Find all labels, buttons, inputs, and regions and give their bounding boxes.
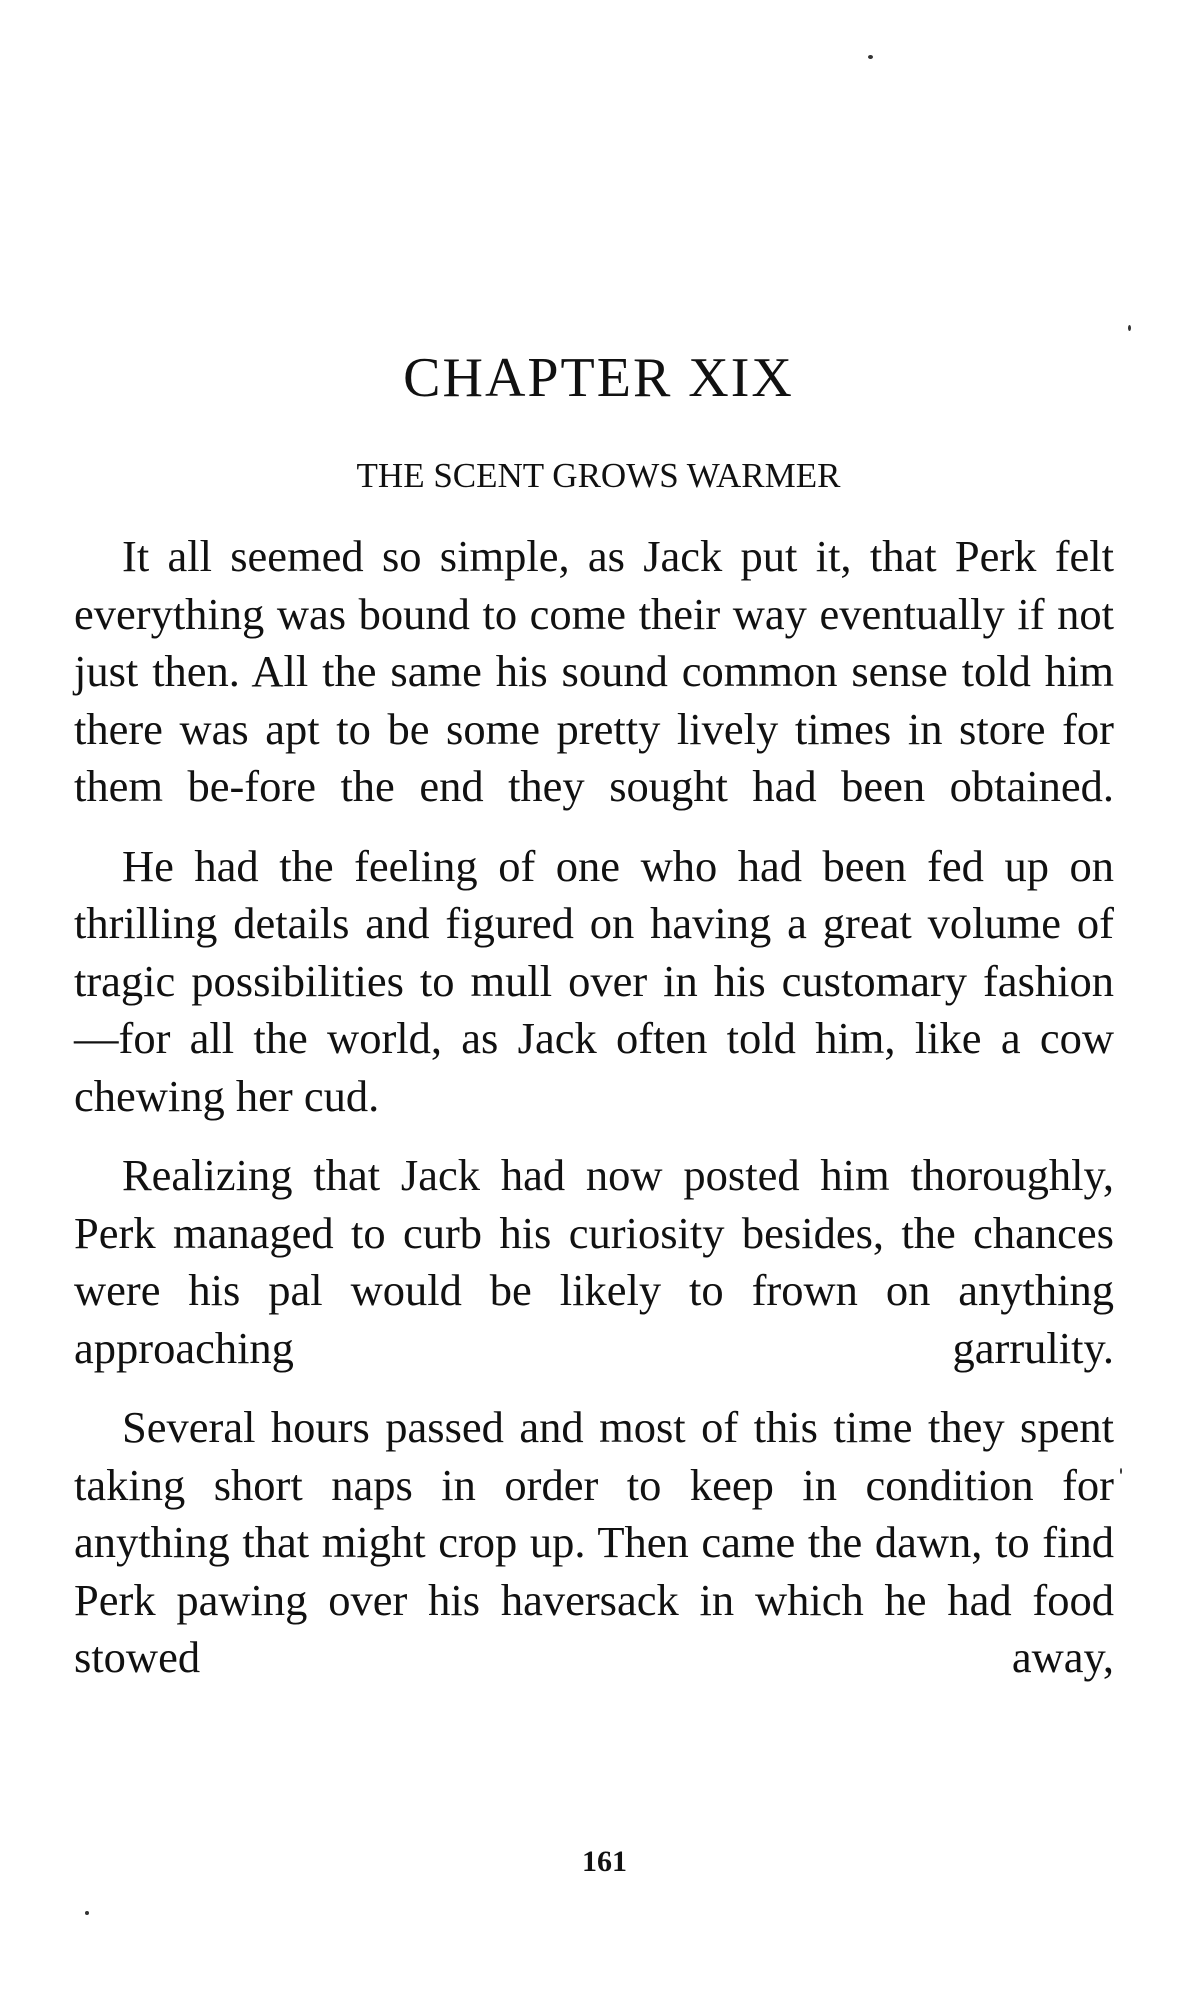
ink-speck xyxy=(868,55,873,59)
paragraph: It all seemed so simple, as Jack put it, that Perk felt everything was bound to come their way eventually if not just then. All the same his sound common sense told him there was apt to be some pretty lively times in store for them be-fore the end they sought had been obtained. xyxy=(74,531,1114,811)
paragraph: Several hours passed and most of this time they spent taking short naps in order to keep in condition for anything that might crop up. Then came the dawn, to find Perk pawing over his haversack in which he had food stowed away, xyxy=(74,1402,1114,1682)
ink-speck xyxy=(1120,1468,1122,1474)
ink-speck xyxy=(85,1911,89,1915)
ink-speck xyxy=(1128,325,1131,331)
paragraph: He had the feeling of one who had been fed up on thrilling details and figured on having a great volume of tragic possibilities to mull over in his customary fashion—for all the world, as Jack often told him, like a cow chewing her cud. xyxy=(74,840,1114,1121)
chapter-number: CHAPTER XIX xyxy=(403,347,794,409)
body-text xyxy=(74,528,1114,1687)
chapter-title: THE SCENT GROWS WARMER xyxy=(356,456,841,495)
page-number: 161 xyxy=(582,1845,627,1878)
paragraph: Realizing that Jack had now posted him thoroughly, Perk managed to curb his curiosity besides, the chances were his pal would be likely to frown on anything approaching garrulity. xyxy=(74,1150,1114,1373)
